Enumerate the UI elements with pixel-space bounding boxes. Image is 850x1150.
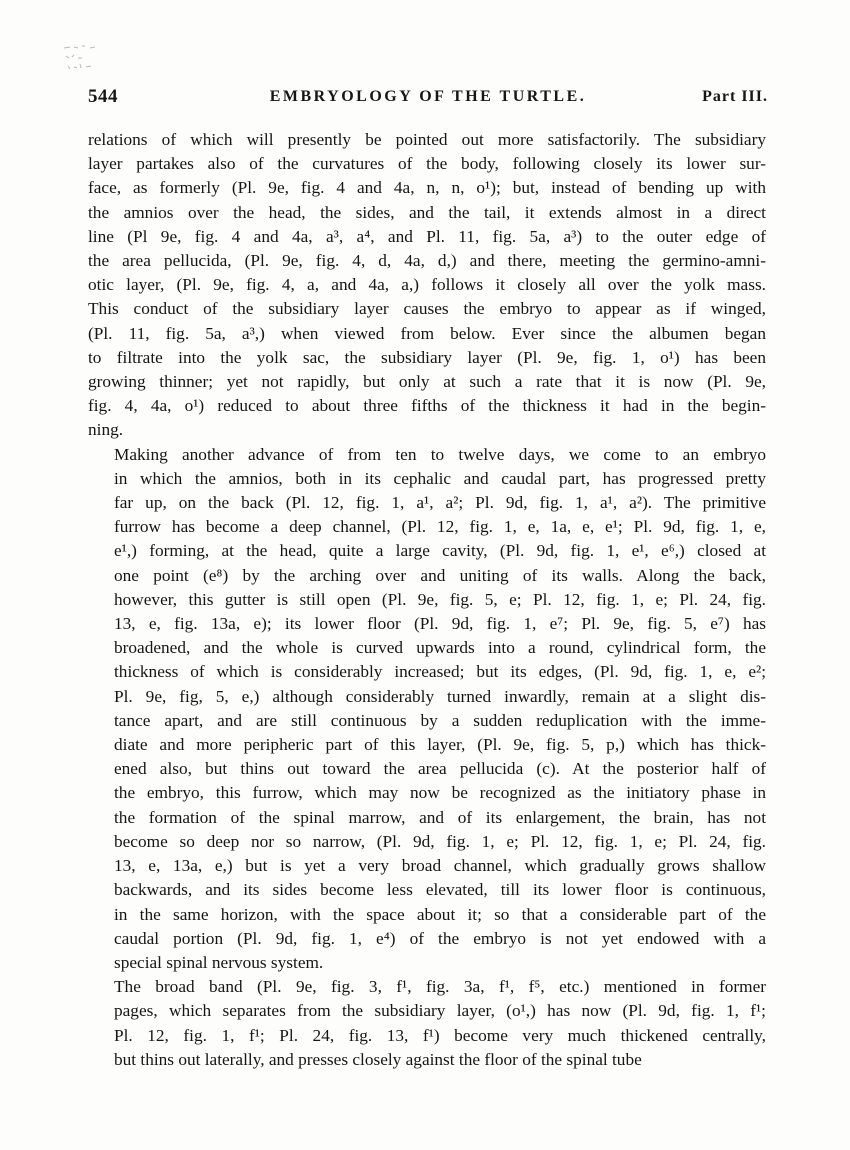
text-line: in which the amnios, both in its cephalic and caudal part, has progressed pretty	[114, 468, 766, 488]
text-line: but thins out laterally, and presses closely against the floor of the spinal tube	[114, 1049, 642, 1069]
paragraph	[88, 443, 766, 975]
text-line: line (Pl 9e, fig. 4 and 4a, a³, a⁴, and Pl. 11, fig. 5a, a³) to the outer edge of	[88, 226, 766, 246]
text-line: thickness of which is considerably increased; but its edges, (Pl. 9d, fig. 1, e, e²;	[114, 662, 766, 682]
margin-smudge	[60, 40, 120, 80]
text-line: special spinal nervous system.	[114, 952, 324, 972]
text-line: backwards, and its sides become less elevated, till its lower floor is continuous,	[114, 880, 766, 900]
text-line: one point (e⁸) by the arching over and uniting of its walls. Along the back,	[114, 565, 766, 585]
text-line: the area pellucida, (Pl. 9e, fig. 4, d, 4a, d,) and there, meeting the germino-amni-	[88, 251, 766, 271]
text-line: caudal portion (Pl. 9d, fig. 1, e⁴) of the embryo is not yet endowed with a	[114, 928, 766, 948]
text-line: fig. 4, 4a, o¹) reduced to about three fifths of the thickness it had in the begin-	[88, 396, 766, 416]
text-line: layer partakes also of the curvatures of the body, following closely its lower sur-	[88, 154, 766, 174]
text-line: become so deep nor so narrow, (Pl. 9d, fig. 1, e; Pl. 12, fig. 1, e; Pl. 24, fig.	[114, 831, 766, 851]
text-line: 13, e, fig. 13a, e); its lower floor (Pl. 9d, fig. 1, e⁷; Pl. 9e, fig. 5, e⁷) has	[114, 614, 766, 634]
text-line: Pl. 12, fig. 1, f¹; Pl. 24, fig. 13, f¹) become very much thickened centrally,	[114, 1025, 766, 1045]
paragraph	[88, 975, 766, 1072]
running-title: EMBRYOLOGY OF THE TURTLE.	[269, 88, 587, 105]
text-line: face, as formerly (Pl. 9e, fig. 4 and 4a, n, n, o¹); but, instead of bending up with	[88, 178, 766, 198]
text-line: in the same horizon, with the space about it; so that a considerable part of the	[114, 904, 766, 924]
text-line: the amnios over the head, the sides, and the tail, it extends almost in a direct	[88, 202, 766, 222]
text-line: Making another advance of from ten to twelve days, we come to an embryo	[114, 444, 766, 464]
text-line: growing thinner; yet not rapidly, but only at such a rate that it is now (Pl. 9e,	[88, 372, 766, 392]
text-line: The broad band (Pl. 9e, fig. 3, f¹, fig. 3a, f¹, f⁵, etc.) mentioned in former	[114, 977, 766, 997]
text-line: 13, e, 13a, e,) but is yet a very broad channel, which gradually grows shallow	[114, 856, 766, 876]
text-line: the embryo, this furrow, which may now be recognized as the initiatory phase in	[114, 783, 766, 803]
text-line: ning.	[88, 420, 124, 440]
page-number: 544	[88, 86, 118, 107]
text-line: e¹,) forming, at the head, quite a large cavity, (Pl. 9d, fig. 1, e¹, e⁶,) closed at	[114, 541, 766, 561]
part-label: Part III.	[702, 88, 768, 105]
text-line: otic layer, (Pl. 9e, fig. 4, a, and 4a, a,) follows it closely all over the yolk mass.	[88, 275, 766, 295]
body-text	[88, 128, 766, 1072]
text-line: Pl. 9e, fig, 5, e,) although considerably turned inwardly, remain at a slight dis-	[114, 686, 766, 706]
text-line: far up, on the back (Pl. 12, fig. 1, a¹, a²; Pl. 9d, fig. 1, a¹, a²). The primitive	[114, 493, 766, 513]
text-line: broadened, and the whole is curved upwards into a round, cylindrical form, the	[114, 638, 766, 658]
paragraph	[88, 128, 766, 443]
text-line: to filtrate into the yolk sac, the subsidiary layer (Pl. 9e, fig. 1, o¹) has been	[88, 347, 766, 367]
text-line: diate and more peripheric part of this layer, (Pl. 9e, fig. 5, p,) which has thick-	[114, 735, 766, 755]
text-line: tance apart, and are still continuous by a sudden reduplication with the imme-	[114, 710, 766, 730]
text-line: This conduct of the subsidiary layer causes the embryo to appear as if winged,	[88, 299, 766, 319]
text-line: ened also, but thins out toward the area pellucida (c). At the posterior half of	[114, 759, 766, 779]
text-line: (Pl. 11, fig. 5a, a³,) when viewed from below. Ever since the albumen began	[88, 323, 766, 343]
text-line: pages, which separates from the subsidiary layer, (o¹,) has now (Pl. 9d, fig. 1, f¹;	[114, 1001, 766, 1021]
running-head	[88, 86, 768, 110]
text-line: furrow has become a deep channel, (Pl. 12, fig. 1, e, 1a, e, e¹; Pl. 9d, fig. 1, e,	[114, 517, 766, 537]
text-line: relations of which will presently be pointed out more satisfactorily. The subsidiary	[88, 130, 766, 149]
text-line: however, this gutter is still open (Pl. 9e, fig. 5, e; Pl. 12, fig. 1, e; Pl. 24, fig.	[114, 589, 766, 609]
text-line: the formation of the spinal marrow, and of its enlargement, the brain, has not	[114, 807, 766, 827]
